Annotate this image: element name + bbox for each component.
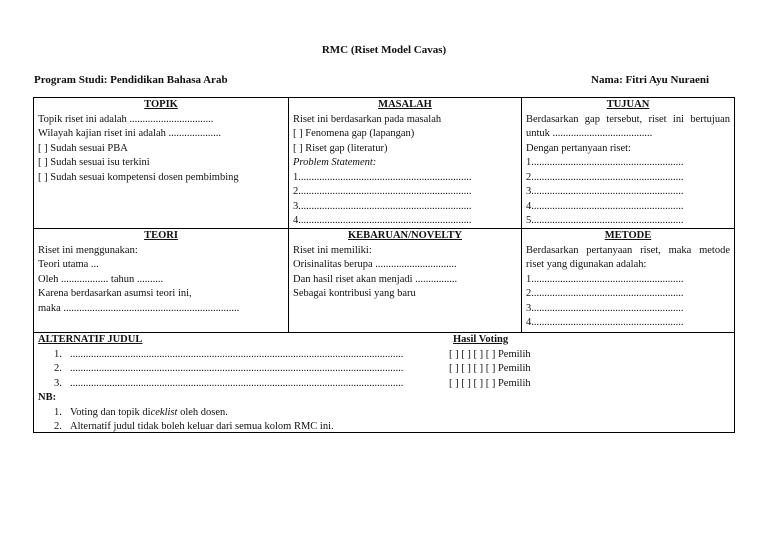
masalah-checkbox-fenomena[interactable]: [ ] Fenomena gap (lapangan): [293, 128, 415, 139]
hasil-voting-heading: Hasil Voting: [453, 334, 509, 345]
tujuan-heading: TUJUAN: [606, 99, 650, 110]
alternatif-num: 1.: [54, 348, 62, 360]
program-studi-label: Program Studi: Pendidikan Bahasa Arab: [34, 74, 228, 86]
rmc-grid: [33, 97, 735, 333]
note-text: oleh dosen.: [177, 406, 228, 418]
kebaruan-cell: [289, 229, 522, 332]
document-title: RMC (Riset Model Cavas): [321, 44, 447, 56]
tujuan-numbered-line: 2..........................................................: [526, 171, 684, 183]
topik-checkbox-isu[interactable]: [ ] Sudah sesuai isu terkini: [38, 157, 150, 168]
vote-checkboxes[interactable]: [ ] [ ] [ ] [ ] Pemilih: [449, 348, 531, 360]
teori-line: Karena berdasarkan asumsi teori ini,: [38, 288, 192, 299]
masalah-checkbox-riset[interactable]: [ ] Riset gap (literatur): [293, 142, 388, 154]
note-text: Alternatif judul tidak boleh keluar dari semua kolom RMC ini.: [70, 421, 334, 432]
metode-numbered-line: 3..........................................................: [526, 302, 684, 314]
kebaruan-line: Orisinalitas berupa ...............................: [293, 259, 457, 270]
note-item: [54, 406, 228, 421]
masalah-heading: MASALAH: [378, 99, 432, 110]
kebaruan-line: Sebagai kontribusi yang baru: [293, 288, 416, 299]
nama-label: Nama: Fitri Ayu Nuraeni: [591, 74, 710, 86]
teori-line: Teori utama ...: [38, 259, 99, 270]
teori-line: Riset ini menggunakan:: [38, 244, 138, 256]
topik-line: Topik riset ini adalah ................................: [38, 113, 214, 125]
tujuan-numbered-line: 1..........................................................: [526, 157, 684, 168]
alternatif-dots: ...............................................................................................................................: [70, 363, 404, 374]
alternatif-dots: ...............................................................................................................................: [70, 377, 404, 389]
teori-cell: [34, 229, 289, 332]
vote-checkboxes[interactable]: [ ] [ ] [ ] [ ] Pemilih: [449, 363, 531, 374]
topik-checkbox-kompetensi[interactable]: [ ] Sudah sesuai kompetensi dosen pembimbing: [38, 171, 239, 183]
tujuan-line: Berdasarkan gap tersebut, riset ini bertujuan: [526, 113, 730, 125]
metode-numbered-line: 2..........................................................: [526, 288, 684, 299]
metode-line: riset yang digunakan adalah:: [526, 259, 647, 270]
topik-line: Wilayah kajian riset ini adalah ....................: [38, 128, 221, 139]
tujuan-line: untuk ......................................: [526, 128, 653, 139]
teori-line: maka ...................................................................: [38, 302, 240, 314]
alternatif-dots: ...............................................................................................................................: [70, 348, 404, 360]
metode-cell: [522, 229, 734, 332]
masalah-numbered-line: 2..................................................................: [293, 186, 472, 197]
alternatif-judul-item: [54, 362, 403, 377]
alternatif-judul-item: [54, 377, 403, 392]
alternatif-num: 3.: [54, 377, 62, 389]
note-text: Voting dan topik di: [70, 406, 151, 418]
topik-checkbox-pba[interactable]: [ ] Sudah sesuai PBA: [38, 142, 128, 154]
kebaruan-line: Riset ini memiliki:: [293, 244, 372, 256]
teori-heading: TEORI: [144, 230, 178, 241]
topik-cell: [34, 98, 289, 229]
alternatif-judul-heading: ALTERNATIF JUDUL: [38, 334, 143, 345]
alternatif-judul-section: [33, 332, 735, 433]
masalah-line: Riset ini berdasarkan pada masalah: [293, 113, 442, 125]
note-item: [54, 420, 334, 435]
kebaruan-line: Dan hasil riset akan menjadi ................: [293, 273, 458, 285]
tujuan-numbered-line: 3..........................................................: [526, 186, 684, 197]
metode-heading: METODE: [604, 230, 652, 241]
kebaruan-heading: KEBARUAN/NOVELTY: [348, 230, 462, 241]
topik-heading: TOPIK: [144, 99, 178, 110]
alternatif-judul-item: [54, 348, 403, 363]
tujuan-line: Dengan pertanyaan riset:: [526, 142, 631, 154]
teori-line: Oleh .................. tahun ..........: [38, 273, 164, 285]
note-num: 1.: [54, 406, 62, 418]
tujuan-numbered-line: 4..........................................................: [526, 200, 684, 212]
masalah-numbered-line: 4..................................................................: [293, 215, 472, 226]
metode-line: Berdasarkan pertanyaan riset, maka metode: [526, 244, 730, 256]
alternatif-num: 2.: [54, 363, 62, 374]
note-num: 2.: [54, 421, 62, 432]
problem-statement-label: Problem Statement:: [293, 157, 377, 168]
tujuan-numbered-line: 5..........................................................: [526, 215, 684, 226]
metode-numbered-line: 1..........................................................: [526, 273, 684, 285]
masalah-numbered-line: 3..................................................................: [293, 200, 472, 212]
nb-label: NB:: [38, 392, 57, 403]
tujuan-cell: [522, 98, 734, 229]
masalah-cell: [289, 98, 522, 229]
masalah-numbered-line: 1..................................................................: [293, 171, 472, 183]
note-emphasis: ceklist: [150, 406, 178, 418]
metode-numbered-line: 4..........................................................: [526, 317, 684, 328]
vote-checkboxes[interactable]: [ ] [ ] [ ] [ ] Pemilih: [449, 377, 531, 389]
